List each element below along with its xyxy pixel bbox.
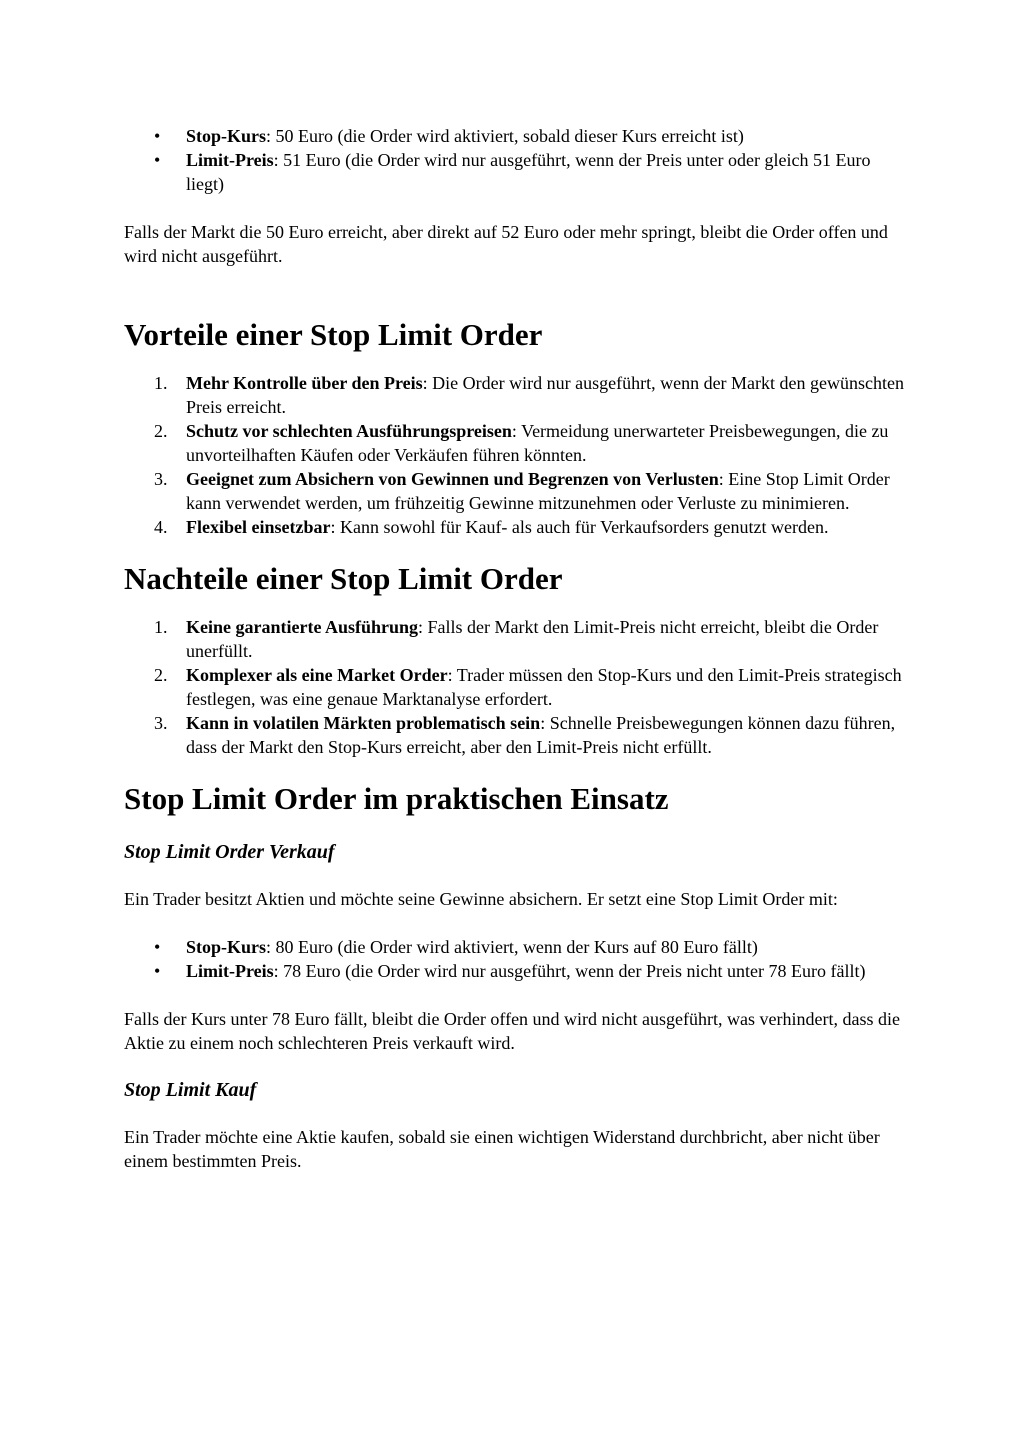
- bullet-text: : 50 Euro (die Order wird aktiviert, sobald dieser Kurs erreicht ist): [266, 126, 744, 146]
- list-item: [124, 935, 904, 959]
- kauf-paragraph: Ein Trader möchte eine Aktie kaufen, sobald sie einen wichtigen Widerstand durchbricht, aber nicht über einem bestimmten Preis.: [124, 1127, 880, 1171]
- list-number: 2.: [154, 665, 168, 685]
- item-text: : Eine Stop Limit Order kann verwendet werden, um frühzeitig Gewinne mitzunehmen oder Verluste zu minimieren.: [186, 469, 890, 513]
- list-number: 3.: [154, 469, 168, 489]
- list-item: [124, 959, 904, 983]
- list-item: [124, 515, 904, 539]
- list-item: [124, 615, 904, 663]
- item-text: : Schnelle Preisbewegungen können dazu führen, dass der Markt den Stop-Kurs erreicht, aber den Limit-Preis nicht erfüllt.: [186, 713, 896, 757]
- list-item: [124, 124, 904, 148]
- item-term: Keine garantierte Ausführung: [186, 617, 418, 637]
- item-text: : Falls der Markt den Limit-Preis nicht erreicht, bleibt die Order unerfüllt.: [186, 617, 879, 661]
- nachteile-list: [124, 615, 904, 759]
- bullet-text: : 78 Euro (die Order wird nur ausgeführt, wenn der Preis nicht unter 78 Euro fällt): [273, 961, 866, 981]
- heading-nachteile: Nachteile einer Stop Limit Order: [124, 561, 563, 596]
- item-text: : Die Order wird nur ausgeführt, wenn der Markt den gewünschten Preis erreicht.: [186, 373, 905, 417]
- vorteile-list: [124, 371, 904, 539]
- list-number: 3.: [154, 713, 168, 733]
- item-term: Kann in volatilen Märkten problematisch sein: [186, 713, 541, 733]
- bullet-term: Stop-Kurs: [186, 126, 267, 146]
- subheading-kauf: Stop Limit Kauf: [124, 1079, 257, 1101]
- list-number: 2.: [154, 421, 168, 441]
- list-item: [124, 419, 904, 467]
- verkauf-paragraph: Ein Trader besitzt Aktien und möchte seine Gewinne absichern. Er setzt eine Stop Limit Order mit:: [124, 889, 838, 909]
- heading-vorteile: Vorteile einer Stop Limit Order: [124, 317, 543, 352]
- bullet-term: Stop-Kurs: [186, 937, 267, 957]
- bullet-term: Limit-Preis: [186, 150, 274, 170]
- list-item: [124, 711, 904, 759]
- item-term: Flexibel einsetzbar: [186, 517, 331, 537]
- list-number: 1.: [154, 373, 168, 393]
- bullet-text: : 51 Euro (die Order wird nur ausgeführt, wenn der Preis unter oder gleich 51 Euro liegt): [186, 150, 871, 194]
- bullet-text: : 80 Euro (die Order wird aktiviert, wenn der Kurs auf 80 Euro fällt): [266, 937, 758, 957]
- list-number: 1.: [154, 617, 168, 637]
- item-text: : Kann sowohl für Kauf- als auch für Verkaufsorders genutzt werden.: [330, 517, 829, 537]
- list-item: [124, 467, 904, 515]
- item-term: Schutz vor schlechten Ausführungspreisen: [186, 421, 512, 441]
- list-item: [124, 148, 904, 196]
- item-term: Geeignet zum Absichern von Gewinnen und Begrenzen von Verlusten: [186, 469, 719, 489]
- list-item: [124, 371, 904, 419]
- item-text: : Vermeidung unerwarteter Preisbewegungen, die zu unvorteilhaften Käufen oder Verkäufen führen könnten.: [186, 421, 889, 465]
- list-number: 4.: [154, 517, 168, 537]
- bullet-term: Limit-Preis: [186, 961, 274, 981]
- item-term: Komplexer als eine Market Order: [186, 665, 448, 685]
- document-page: [124, 124, 904, 1173]
- verkauf-bullet-list: [124, 935, 904, 983]
- intro-bullet-list: [124, 124, 904, 196]
- verkauf-paragraph-2: Falls der Kurs unter 78 Euro fällt, bleibt die Order offen und wird nicht ausgeführt, was verhindert, dass die Aktie zu einem noch schlechteren Preis verkauft wird.: [124, 1009, 900, 1053]
- list-item: [124, 663, 904, 711]
- subheading-verkauf: Stop Limit Order Verkauf: [124, 841, 335, 863]
- intro-paragraph: Falls der Markt die 50 Euro erreicht, aber direkt auf 52 Euro oder mehr springt, bleibt die Order offen und wird nicht ausgeführt.: [124, 222, 888, 266]
- item-text: : Trader müssen den Stop-Kurs und den Limit-Preis strategisch festlegen, was eine genaue Marktanalyse erfordert.: [186, 665, 902, 709]
- heading-praxis: Stop Limit Order im praktischen Einsatz: [124, 781, 669, 816]
- item-term: Mehr Kontrolle über den Preis: [186, 373, 423, 393]
